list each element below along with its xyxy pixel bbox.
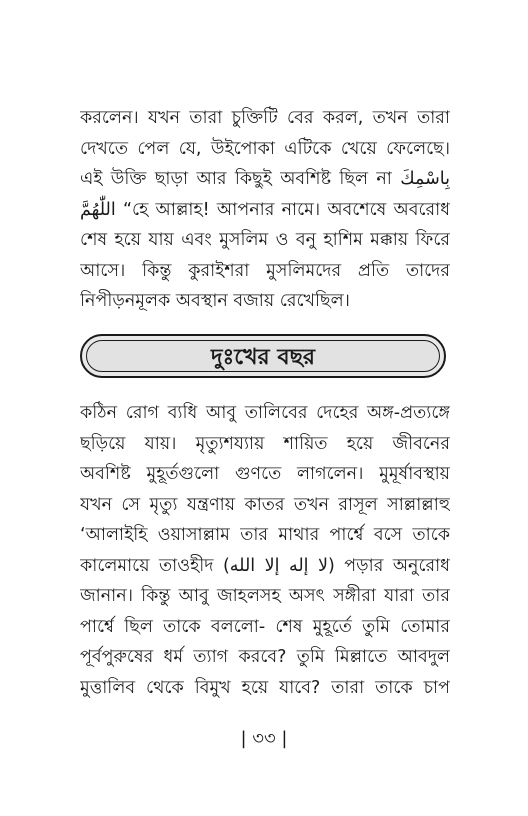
text-line: শেষ হয়ে যায় এবং মুসলিম ও বনু হাশিম মক্কায় ফিরে	[80, 230, 450, 250]
page-number: | ৩৩ |	[240, 728, 288, 749]
paragraph-body	[80, 398, 450, 703]
text-line: পার্শ্বে ছিল তাকে বললো- শেষ মুহূর্তে তুমি তোমার	[80, 616, 450, 637]
text-line: কঠিন রোগ ব্যধি আবু তালিবের দেহের অঙ্গ-প্রত্যঙ্গে	[80, 403, 450, 423]
text-line: আসে। কিন্তু কুরাইশরা মুসলিমদের প্রতি তাদের	[80, 260, 450, 281]
text-line: করলেন। যখন তারা চুক্তিটি বের করল, তখন তারা	[80, 108, 450, 128]
section-heading: দুঃখের বছর	[210, 345, 315, 370]
text-line: মুত্তালিব থেকে বিমুখ হয়ে যাবে? তারা তাকে চাপ	[80, 677, 450, 698]
text-line: এই উক্তি ছাড়া আর কিছুই অবশিষ্ট ছিল না بِاسْمِكَ	[80, 169, 450, 189]
text-line: পূর্বপুরুষের ধর্ম ত্যাগ করবে? তুমি মিল্লাতে আবদুল	[80, 647, 450, 667]
text-line: নিপীড়নমূলক অবস্থান বজায় রেখেছিল।	[80, 291, 350, 311]
text-line: اللّٰهُمَّ “হে আল্লাহ! আপনার নামে। অবশেষে অবরোধ	[80, 199, 450, 220]
text-line: দেখতে পেল যে, উইপোকা এটিকে খেয়ে ফেলেছে।	[80, 138, 450, 159]
text-line: জানান। কিন্তু আবু জাহলসহ অসৎ সঙ্গীরা যারা তার	[80, 586, 450, 606]
text-line: ‘আলাইহি ওয়াসাল্লাম তার মাথার পার্শ্বে বসে তাকে	[80, 525, 450, 545]
text-line: যখন সে মৃত্যু যন্ত্রণায় কাতর তখন রাসূল সাল্লাল্লাহু	[80, 494, 450, 515]
section-heading-box	[80, 334, 446, 378]
text-line: অবশিষ্ট মুহূর্তগুলো গুণতে লাগলেন। মুমূর্ষাবস্থায়	[80, 464, 450, 484]
text-line: কালেমায়ে তাওহীদ (لا إله إلا الله) পড়ার অনুরোধ	[80, 555, 450, 576]
paragraph-top	[80, 103, 450, 317]
text-line: ছড়িয়ে যায়। মৃত্যুশয্যায় শায়িত হয়ে জীবনের	[80, 433, 450, 454]
